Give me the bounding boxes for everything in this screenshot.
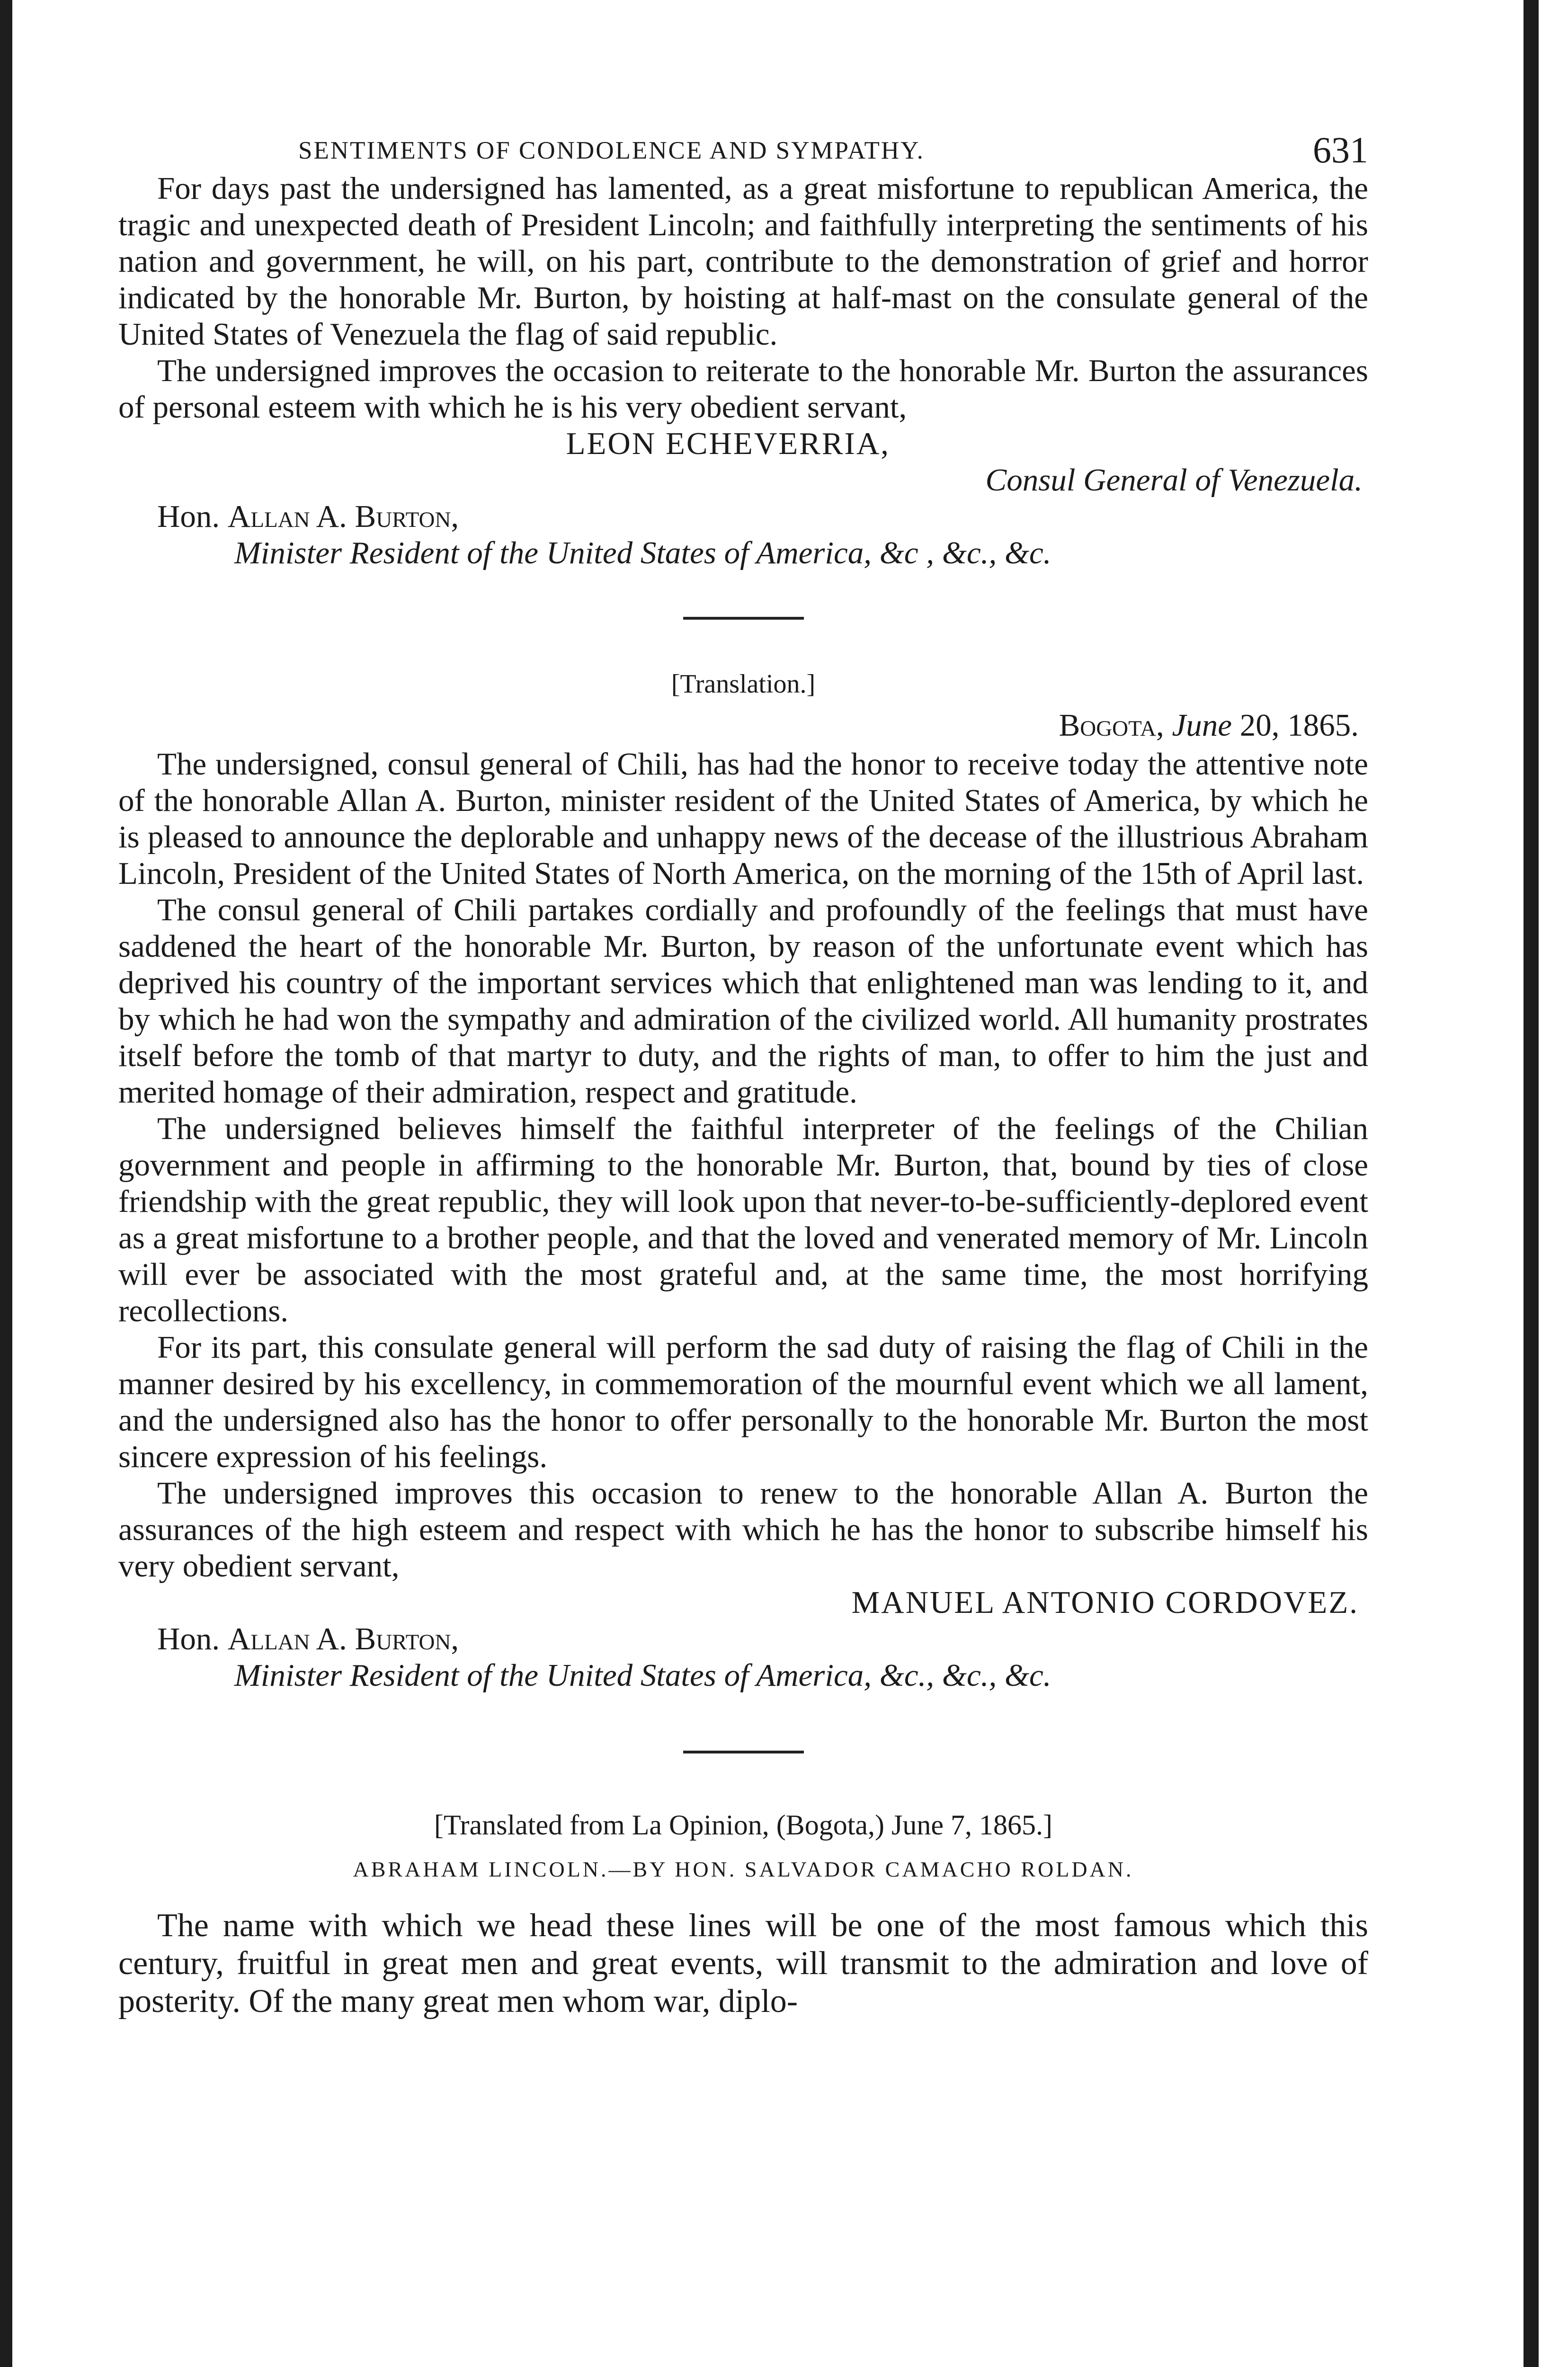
chili-letter bbox=[118, 666, 1368, 1694]
dateline-day-year: 20, 1865. bbox=[1239, 708, 1359, 743]
addressee-title-2: Minister Resident of the United States of America, &c., &c., &c. bbox=[234, 1658, 1051, 1693]
addressee-title-1: Minister Resident of the United States of America, &c , &c., &c. bbox=[234, 535, 1051, 570]
dateline bbox=[118, 706, 1368, 744]
page-number: 631 bbox=[1313, 129, 1368, 170]
article-paragraph: The name with which we head these lines will be one of the most famous which this century, fruitful in great men and great events, will transmit to the admiration and love of posterity. Of the many great men whom war, diplo- bbox=[118, 1907, 1368, 2020]
article-source-note: [Translated from La Opinion, (Bogota,) June 7, 1865.] bbox=[434, 1809, 1052, 1841]
scan-border-right bbox=[1523, 0, 1539, 2367]
scan-border-left bbox=[0, 0, 12, 2367]
venezuela-letter bbox=[118, 170, 1368, 571]
chili-paragraph-1: The undersigned, consul general of Chili, has had the honor to receive today the attentive note of the honorable Allan A. Burton, minister resident of the United States of America, by which he is pleased to announce the deplorable and unhappy news of the decease of the illustrious Abraham Lincoln, President of the United States of North America, on the morning of the 15th of April last. bbox=[118, 747, 1368, 891]
section-divider-1 bbox=[683, 617, 804, 620]
section-divider-2 bbox=[683, 1751, 804, 1753]
signature-cordovez: MANUEL ANTONIO CORDOVEZ. bbox=[851, 1585, 1359, 1620]
translation-note: [Translation.] bbox=[671, 669, 816, 699]
signature-title-venezuela: Consul General of Venezuela. bbox=[985, 463, 1363, 498]
running-head bbox=[118, 118, 1368, 170]
addressee-name: Allan A. Burton, bbox=[227, 1621, 459, 1656]
running-title: SENTIMENTS OF CONDOLENCE AND SYMPATHY. bbox=[298, 137, 925, 164]
chili-paragraph-4: For its part, this consulate general will perform the sad duty of raising the flag of Chili in the manner desired by his excellency, in commemoration of the mournful event which we all lament, and the undersigned also has the honor to offer personally to the honorable Mr. Burton the most sincere expression of his feelings. bbox=[118, 1330, 1368, 1474]
chili-paragraph-3: The undersigned believes himself the faithful interpreter of the feelings of the Chilian government and people in affirming to the honorable Mr. Burton, that, bound by ties of close friendship with the great republic, they will look upon that never-to-be-sufficiently-deplored event as a great misfortune to a brother people, and that the loved and venerated memory of Mr. Lincoln will ever be associated with the most grateful and, at the same time, the most horrifying recollections. bbox=[118, 1111, 1368, 1328]
signature-echeverria: LEON ECHEVERRIA, bbox=[566, 426, 890, 461]
addressee-prefix: Hon. bbox=[157, 499, 220, 534]
document-page bbox=[118, 118, 1368, 2020]
dateline-place: Bogota, bbox=[1059, 708, 1164, 743]
chili-paragraph-2: The consul general of Chili partakes cordially and profoundly of the feelings that must have saddened the heart of the honorable Mr. Burton, by reason of the unfortunate event which has deprived his country of the important services which that enlightened man was lending to it, and by which he had won the sympathy and admiration of the civilized world. All humanity prostrates itself before the tomb of that martyr to duty, and the rights of man, to offer to him the just and merited homage of their admiration, respect and gratitude. bbox=[118, 892, 1368, 1110]
addressee-burton-1 bbox=[157, 498, 1368, 535]
addressee-burton-2 bbox=[157, 1621, 1368, 1657]
scan-margin-right bbox=[1539, 0, 1568, 2367]
venezuela-paragraph-1: For days past the undersigned has lamented, as a great misfortune to republican America, the tragic and unexpected death of President Lincoln; and faithfully interpreting the sentiments of his nation and government, he will, on his part, contribute to the demonstration of grief and horror indicated by the honorable Mr. Burton, by hoisting at half-mast on the consulate general of the United States of Venezuela the flag of said republic. bbox=[118, 171, 1368, 352]
lincoln-article bbox=[118, 1806, 1368, 2020]
addressee-name: Allan A. Burton, bbox=[227, 499, 459, 534]
article-heading: ABRAHAM LINCOLN.—BY HON. SALVADOR CAMACHO ROLDAN. bbox=[353, 1857, 1134, 1881]
venezuela-paragraph-2: The undersigned improves the occasion to reiterate to the honorable Mr. Burton the assurances of personal esteem with which he is his very obedient servant, bbox=[118, 353, 1368, 425]
chili-paragraph-5: The undersigned improves this occasion to renew to the honorable Allan A. Burton the assurances of the high esteem and respect with which he has the honor to subscribe himself his very obedient servant, bbox=[118, 1476, 1368, 1584]
dateline-month: June bbox=[1172, 708, 1232, 743]
addressee-prefix: Hon. bbox=[157, 1621, 220, 1656]
